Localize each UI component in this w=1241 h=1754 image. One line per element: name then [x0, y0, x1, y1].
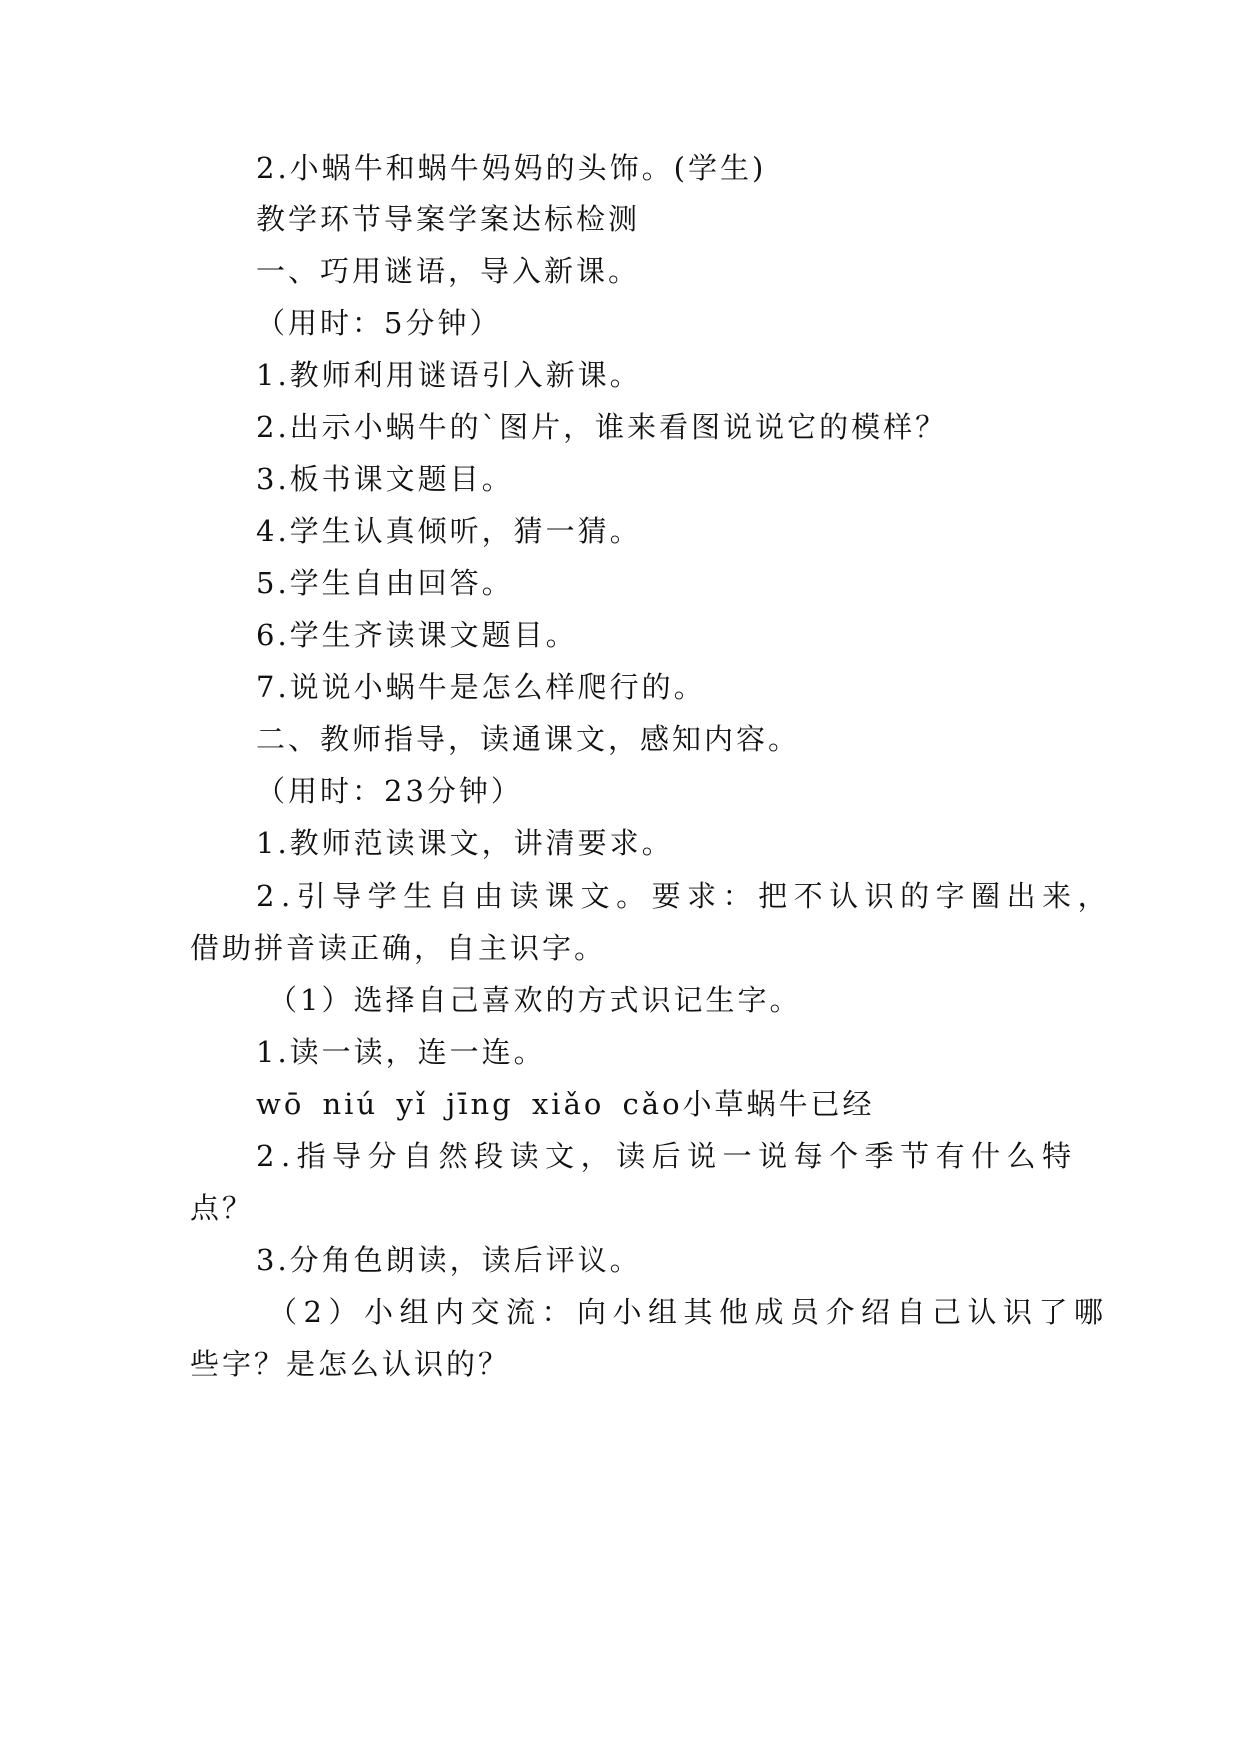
text-line-step-7: 7.说说小蜗牛是怎么样爬行的。 [256, 670, 706, 704]
text-line-step-3: 3.板书课文题目。 [256, 462, 514, 496]
text-line-reading-1: 1.教师范读课文，讲清要求。 [256, 826, 674, 860]
text-line-sub-1: （1）选择自己喜欢的方式识记生字。 [268, 983, 802, 1017]
text-line-step-1: 1.教师利用谜语引入新课。 [256, 358, 642, 392]
text-line-table-header: 教学环节导案学案达标检测 [256, 202, 641, 236]
section-heading-2: 二、教师指导，读通课文，感知内容。 [256, 722, 801, 756]
text-line-reading-2-cont: 借助拼音读正确，自主识字。 [190, 931, 607, 965]
text-line-step-6: 6.学生齐读课文题目。 [256, 618, 578, 652]
time-note-2: （用时：23分钟） [256, 774, 523, 808]
section-heading-1: 一、巧用谜语，导入新课。 [256, 254, 641, 288]
text-line-role-reading: 3.分角色朗读，读后评议。 [256, 1243, 642, 1277]
text-line-step-4: 4.学生认真倾听，猜一猜。 [256, 514, 642, 548]
time-note-1: （用时：5分钟） [256, 306, 502, 340]
text-line-materials: 2.小蜗牛和蜗牛妈妈的头饰。(学生) [256, 151, 767, 185]
text-line-paragraph-reading: 2.指导分自然段读文，读后说一说每个季节有什么特 [256, 1139, 1078, 1173]
text-line-sub-2-cont: 些字？是怎么认识的？ [190, 1347, 511, 1381]
text-line-reading-2: 2.引导学生自由读课文。要求：把不认识的字圈出来， [256, 879, 1114, 913]
text-line-step-2: 2.出示小蜗牛的`图片，谁来看图说说它的模样？ [256, 410, 948, 444]
text-line-step-5: 5.学生自由回答。 [256, 566, 514, 600]
text-line-paragraph-reading-cont: 点？ [190, 1191, 255, 1225]
text-line-pinyin: wō niú yǐ jīng xiǎo cǎo小草蜗牛已经 [256, 1087, 875, 1121]
text-line-exercise: 1.读一读，连一连。 [256, 1035, 546, 1069]
text-line-sub-2: （2）小组内交流：向小组其他成员介绍自己认识了哪 [268, 1295, 1110, 1329]
